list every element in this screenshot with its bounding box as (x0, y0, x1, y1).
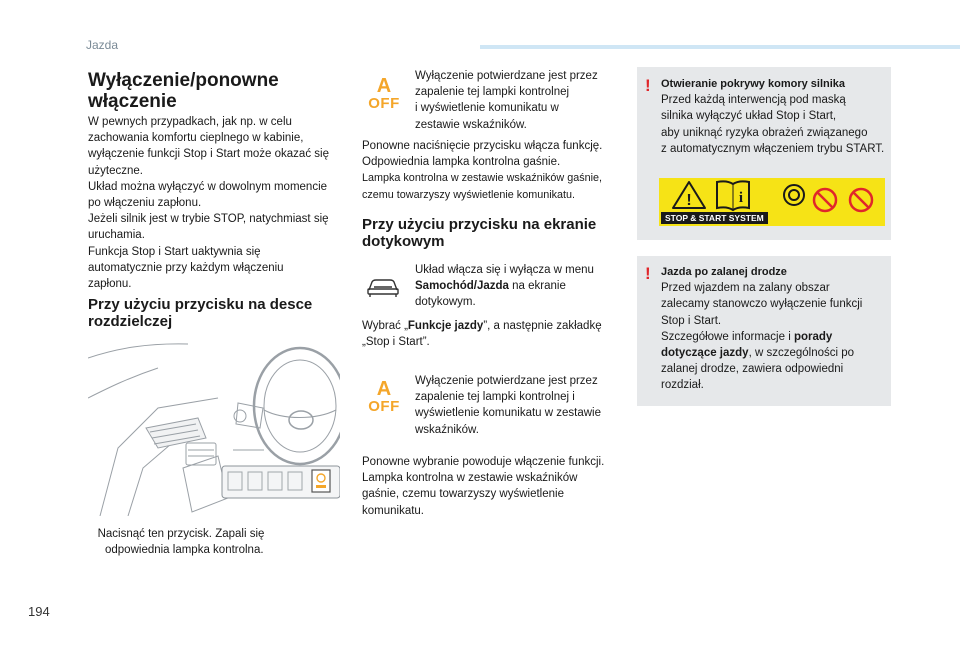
flood-warning-text: Jazda po zalanej drodze Przed wjazdem na zalany obszar zalecamy stanowczo wyłączenie funkcji Stop i Start. Szczegółowe informacje i porady dotyczące jazdy, w szczególności po zalanej drodze, zawiera odpowiedni rozdział. (661, 266, 863, 392)
stop-start-off-icon-2: A OFF (368, 378, 400, 415)
warning-icon: ! (645, 76, 651, 95)
touchscreen-heading: Przy użyciu przycisku na ekranie dotykowym (362, 216, 597, 250)
stop-start-off-icon: A OFF (368, 75, 400, 112)
page-number: 194 (28, 604, 50, 619)
intro-text: W pewnych przypadkach, jak np. w celu zachowania komfortu cieplnego w kabinie, wyłączenie funkcji Stop i Start może okazać się użyteczne. Układ można wyłączyć w dowolnym momencie po włączeniu zapłonu. Jeżeli silnik jest w trybie STOP, natychmiast się uruchamia. Funkcja Stop i Start uaktywnia się automatycznie przy każdym włączeniu zapłonu. (88, 116, 329, 291)
page-title: Wyłączenie/ponowne włączenie (88, 70, 279, 112)
hood-warning-text: Otwieranie pokrywy komory silnika Przed każdą interwencją pod maską silnika wyłączyć układ Stop i Start, aby uniknąć ryzyka obrażeń związanego z automatycznym włączeniem trybu START. (661, 78, 885, 155)
stop-start-sticker: ! i STOP & START SYSTEM (659, 178, 885, 226)
select-text: Wybrać „Funkcje jazdy”, a następnie zakładkę „Stop i Start”. (362, 320, 602, 349)
dashboard-instruction: Nacisnąć ten przycisk. Zapali się odpowiednia lampka kontrolna. (97, 528, 265, 557)
confirm-text-1: Wyłączenie potwierdzane jest przez zapalenie tej lampki kontrolnej i wyświetlenie komunikatu w zestawie wskaźników. (415, 70, 598, 131)
dashboard-heading: Przy użyciu przycisku na desce rozdzielczej (88, 296, 313, 330)
section-header: Jazda (86, 38, 119, 52)
header-bar (480, 45, 960, 49)
reselect-text: Ponowne wybranie powoduje włączenie funkcji. Lampka kontrolna w zestawie wskaźników gaśnie, czemu towarzyszy wyświetlenie komunikatu. (362, 456, 605, 517)
menu-text: Układ włącza się i wyłącza w menu Samochód/Jazda na ekranie dotykowym. (415, 264, 594, 309)
repress-text: Ponowne naciśnięcie przycisku włącza funkcję. Odpowiednia lampka kontrolna gaśnie. Lampka kontrolna w zestawie wskaźników gaśnie, czemu towarzyszy wyświetlenie komunikatu. (362, 140, 603, 201)
warning-icon-2: ! (645, 264, 651, 283)
svg-text:i: i (738, 190, 744, 206)
dashboard-illustration (88, 338, 340, 516)
svg-text:!: ! (686, 192, 692, 209)
car-icon (366, 276, 400, 298)
confirm-text-2: Wyłączenie potwierdzane jest przez zapalenie tej lampki kontrolnej i wyświetlenie komunikatu w zestawie wskaźników. (415, 375, 601, 436)
